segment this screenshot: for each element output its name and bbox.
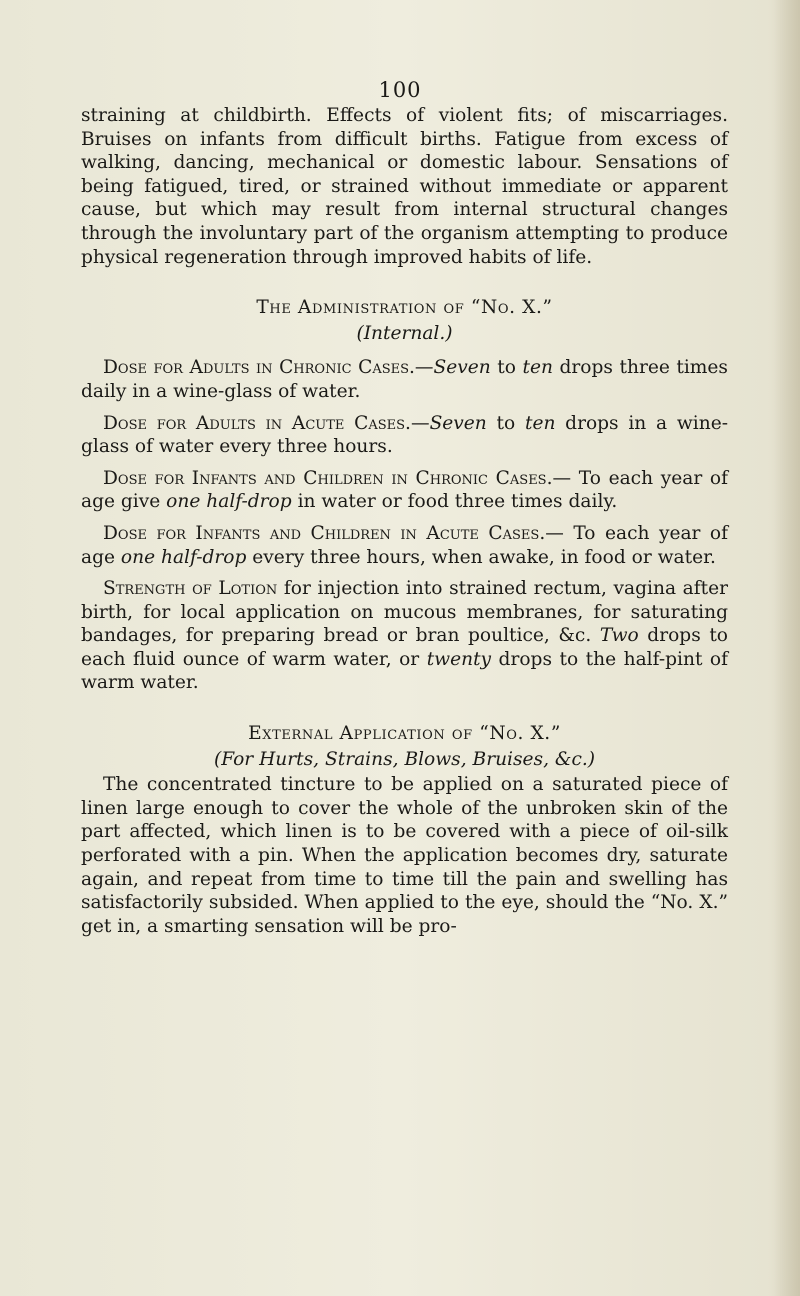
page-text xyxy=(81,104,728,938)
external-heading: External Application of “No. X.” xyxy=(248,723,561,745)
internal-subheading: (Internal.) xyxy=(356,322,453,344)
page-edge-shadow xyxy=(774,0,800,1296)
dose-children-acute: Dose for Infants and Children in Acute Cases.— To each year of age one half-drop every three hours, when awake, in food or water. xyxy=(81,522,728,568)
external-subheading: (For Hurts, Strains, Blows, Bruises, &c.) xyxy=(213,748,596,770)
dose-adults-acute: Dose for Adults in Acute Cases.—Seven to ten drops in a wine-glass of water every three hours. xyxy=(81,412,728,458)
internal-heading: The Administration of “No. X.” xyxy=(256,297,553,319)
dose-adults-chronic: Dose for Adults in Chronic Cases.—Seven to ten drops three times daily in a wine-glass of water. xyxy=(81,357,728,402)
continued-paragraph: straining at childbirth. Effects of violent fits; of miscarriages. Bruises on infants from difficult births. Fatigue from excess of walking, dancing, mechanical or domestic labour. Sensations of being fatigued, tired, or strained without immediate or apparent cause, but which may result from internal structural changes through the involuntary part of the organism attempting to produce physical regeneration through improved habits of life. xyxy=(81,105,728,268)
external-paragraph: The concentrated tincture to be applied on a saturated piece of linen large enough to cover the whole of the unbroken skin of the part affected, which linen is to be covered with a piece of oil-silk perforated with a pin. When the application becomes dry, saturate again, and repeat from time to time till the pain and swelling has satisfactorily subsided. When applied to the eye, should the “No. X.” get in, a smarting sensation will be pro- xyxy=(81,774,728,937)
dose-children-chronic: Dose for Infants and Children in Chronic Cases.— To each year of age give one half-drop in water or food three times daily. xyxy=(81,467,728,513)
page-number: 100 xyxy=(378,78,422,102)
lotion-strength: Strength of Lotion for injection into strained rectum, vagina after birth, for local application on mucous membranes, for saturating bandages, for preparing bread or bran poultice, &c. Two drops to each fluid ounce of warm water, or twenty drops to the half-pint of warm water. xyxy=(81,578,729,694)
